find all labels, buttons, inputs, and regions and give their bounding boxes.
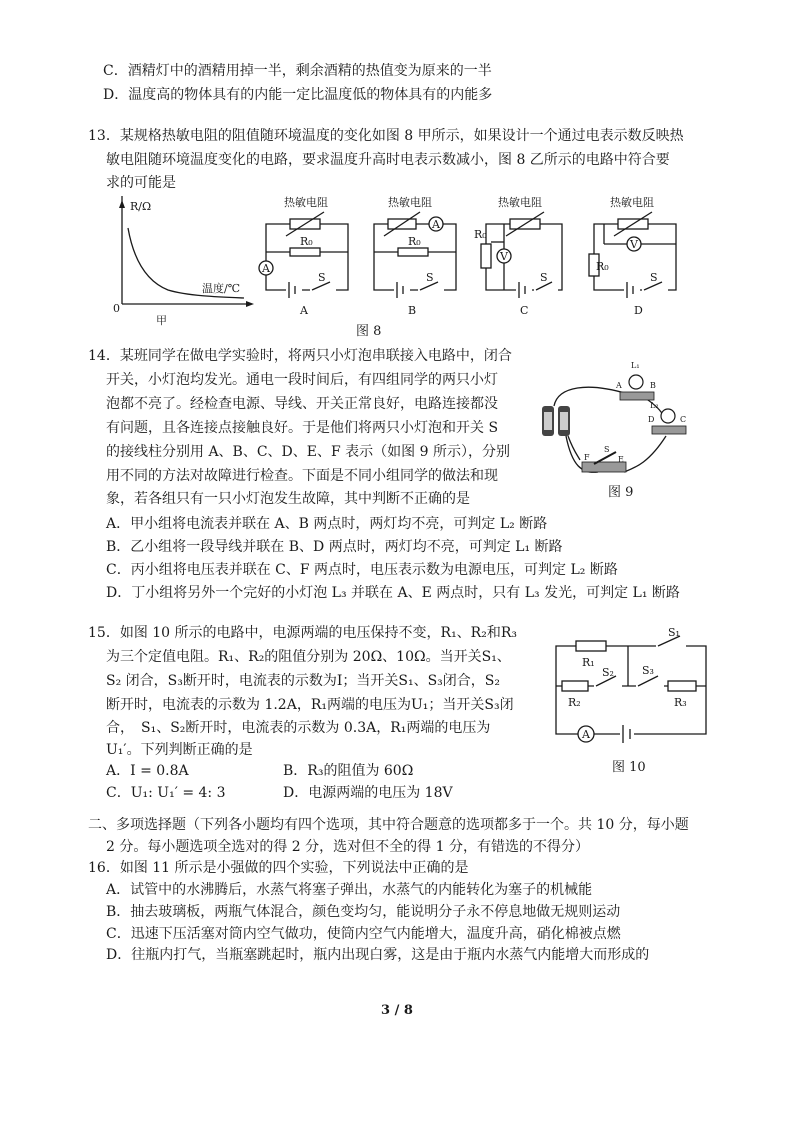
- q14-option-a: A．甲小组将电流表并联在 A、B 两点时，两灯均不亮，可判定 L₂ 断路: [106, 516, 548, 532]
- figure-8-caption: 图 8: [356, 324, 382, 339]
- q14-option-b: B．乙小组将一段导线并联在 B、D 两点时，两灯均不亮，可判定 L₁ 断路: [106, 539, 563, 555]
- q14-stem-line6: 用不同的方法对故障进行检查。下面是不同小组同学的做法和现: [106, 468, 498, 484]
- q16-option-a: A．试管中的水沸腾后，水蒸气将塞子弹出，水蒸气的内能转化为塞子的机械能: [106, 882, 593, 898]
- q14-stem-line4: 有问题，且各连接点接触良好。于是他们将两只小灯泡和开关 S: [106, 420, 499, 436]
- option-a-label: A: [300, 304, 308, 317]
- svg-text:R₃: R₃: [674, 696, 687, 709]
- graph-origin: 0: [113, 302, 120, 315]
- q14-stem-line1: 14．某班同学在做电学实验时，将两只小灯泡串联接入电路中，闭合: [88, 348, 512, 364]
- q13-stem-line3: 求的可能是: [106, 175, 176, 191]
- svg-text:热敏电阻: 热敏电阻: [498, 196, 542, 209]
- q15-stem-line1: 15．如图 10 所示的电路中，电源两端的电压保持不变，R₁、R₂和R₃: [88, 625, 517, 641]
- circuit-option-c: [476, 196, 576, 318]
- q15-stem-line6: U₁′。下列判断正确的是: [106, 742, 253, 758]
- q14-stem-line5: 的接线柱分别用 A、B、C、D、E、F 表示（如图 9 所示），分别: [106, 444, 510, 460]
- svg-text:C: C: [680, 415, 687, 424]
- svg-text:A: A: [262, 262, 270, 275]
- svg-text:L₂: L₂: [650, 401, 659, 410]
- svg-text:S₃: S₃: [642, 664, 654, 677]
- svg-text:B: B: [650, 381, 656, 390]
- resistor-r2: [562, 681, 588, 691]
- svg-text:热敏电阻: 热敏电阻: [284, 196, 328, 209]
- svg-text:S: S: [540, 271, 548, 284]
- q14-stem-line3: 泡都不亮了。经检查电源、导线、开关正常良好，电路连接都没: [106, 396, 498, 412]
- svg-text:S: S: [318, 271, 326, 284]
- resistor-r3: [668, 681, 696, 691]
- q14-option-d: D．丁小组将另外一个完好的小灯泡 L₃ 并联在 A、E 两点时，只有 L₃ 发光，可判定 L₁ 断路: [106, 585, 680, 601]
- graph-y-label: R/Ω: [130, 200, 152, 213]
- page-number: 3 / 8: [381, 1003, 413, 1018]
- lamp-l2: [661, 409, 675, 423]
- lamp-l1-base: [620, 392, 654, 400]
- svg-text:R₂: R₂: [568, 696, 581, 709]
- q14-stem-line2: 开关，小灯泡均发光。通电一段时间后，有四组同学的两只小灯: [106, 372, 498, 388]
- circuit-option-a: [256, 196, 356, 318]
- svg-text:R₀: R₀: [596, 260, 609, 273]
- q14-stem-line7: 象，若各组只有一只小灯泡发生故障，其中判断不正确的是: [106, 491, 470, 507]
- svg-text:L₁: L₁: [631, 361, 640, 370]
- q14-option-c: C．丙小组将电压表并联在 C、F 两点时，电压表示数为电源电压，可判定 L₂ 断路: [106, 562, 618, 578]
- figure-8-graph: [108, 196, 258, 326]
- q15-option-a: A．I = 0.8A: [106, 763, 189, 779]
- option-b-label: B: [408, 304, 417, 317]
- figure-9: [538, 356, 698, 506]
- q16-option-c: C．迅速下压活塞对筒内空气做功，使筒内空气内能增大，温度升高，硝化棉被点燃: [106, 926, 621, 942]
- svg-text:热敏电阻: 热敏电阻: [388, 196, 432, 209]
- option-c-label: C: [520, 304, 529, 317]
- svg-text:V: V: [630, 238, 638, 251]
- section-2-heading-line2: 2 分。每小题选项全选对的得 2 分，选对但不全的得 1 分，有错选的不得分）: [106, 839, 589, 855]
- circuit-option-d: [584, 196, 684, 318]
- figure-9-caption: 图 9: [608, 485, 634, 500]
- svg-text:S₂: S₂: [602, 666, 614, 679]
- svg-text:R₀: R₀: [408, 235, 421, 248]
- q15-option-b: B．R₃的阻值为 60Ω: [283, 763, 414, 779]
- svg-text:A: A: [616, 381, 622, 390]
- svg-text:A: A: [432, 218, 440, 231]
- q15-stem-line2: 为三个定值电阻。R₁、R₂的阻值分别为 20Ω、10Ω。当开关S₁、: [106, 649, 511, 665]
- resistor-r1: [576, 641, 606, 651]
- svg-text:F: F: [584, 453, 590, 462]
- svg-text:R₀: R₀: [474, 228, 487, 241]
- section-2-heading-line1: 二、多项选择题（下列各小题均有四个选项，其中符合题意的选项都多于一个。共 10 分，每小题: [88, 817, 689, 833]
- q16-option-b: B．抽去玻璃板，两瓶气体混合，颜色变均匀，能说明分子永不停息地做无规则运动: [106, 904, 621, 920]
- svg-text:S: S: [426, 271, 434, 284]
- q15-option-c: C．U₁: U₁′ = 4: 3: [106, 785, 226, 801]
- q16-option-d: D．往瓶内打气，当瓶塞跳起时，瓶内出现白雾，这是由于瓶内水蒸气内能增大而形成的: [106, 947, 650, 963]
- svg-text:S: S: [650, 271, 658, 284]
- resistor-r0: [290, 248, 320, 256]
- lamp-l2-base: [652, 426, 686, 434]
- option-d-label: D: [634, 304, 643, 317]
- q12-option-d: D．温度高的物体具有的内能一定比温度低的物体具有的内能多: [103, 87, 493, 103]
- svg-text:V: V: [500, 250, 508, 263]
- svg-text:S: S: [604, 445, 610, 454]
- svg-text:S₁: S₁: [668, 626, 680, 639]
- q15-stem-line4: 断开时，电流表的示数为 1.2A，R₁两端的电压为U₁；当开关S₃闭: [106, 697, 514, 713]
- circuit-option-b: [364, 196, 464, 318]
- svg-text:E: E: [618, 455, 624, 464]
- svg-text:R₀: R₀: [300, 235, 313, 248]
- q15-stem-line3: S₂ 闭合，S₃断开时，电流表的示数为I；当开关S₁、S₃闭合，S₂: [106, 673, 500, 689]
- q13-stem-line1: 13．某规格热敏电阻的阻值随环境温度的变化如图 8 甲所示，如果设计一个通过电表示数反映热: [88, 128, 684, 144]
- svg-text:热敏电阻: 热敏电阻: [610, 196, 654, 209]
- figure-10-caption: 图 10: [612, 760, 646, 775]
- svg-text:R₁: R₁: [582, 656, 595, 669]
- q15-stem-line5: 合， S₁、S₂断开时，电流表的示数为 0.3A，R₁两端的电压为: [106, 720, 491, 736]
- svg-text:D: D: [648, 415, 655, 424]
- figure-10: [546, 626, 716, 781]
- lamp-l1: [629, 375, 643, 389]
- q12-option-c: C．酒精灯中的酒精用掉一半，剩余酒精的热值变为原来的一半: [103, 63, 492, 79]
- graph-name: 甲: [156, 314, 167, 327]
- svg-text:A: A: [582, 728, 590, 741]
- q16-stem: 16．如图 11 所示是小强做的四个实验，下列说法中正确的是: [88, 860, 469, 876]
- graph-x-label: 温度/℃: [202, 282, 241, 295]
- q15-option-d: D．电源两端的电压为 18V: [283, 785, 453, 801]
- q13-stem-line2: 敏电阻随环境温度变化的电路，要求温度升高时电表示数减小，图 8 乙所示的电路中符合要: [106, 152, 670, 168]
